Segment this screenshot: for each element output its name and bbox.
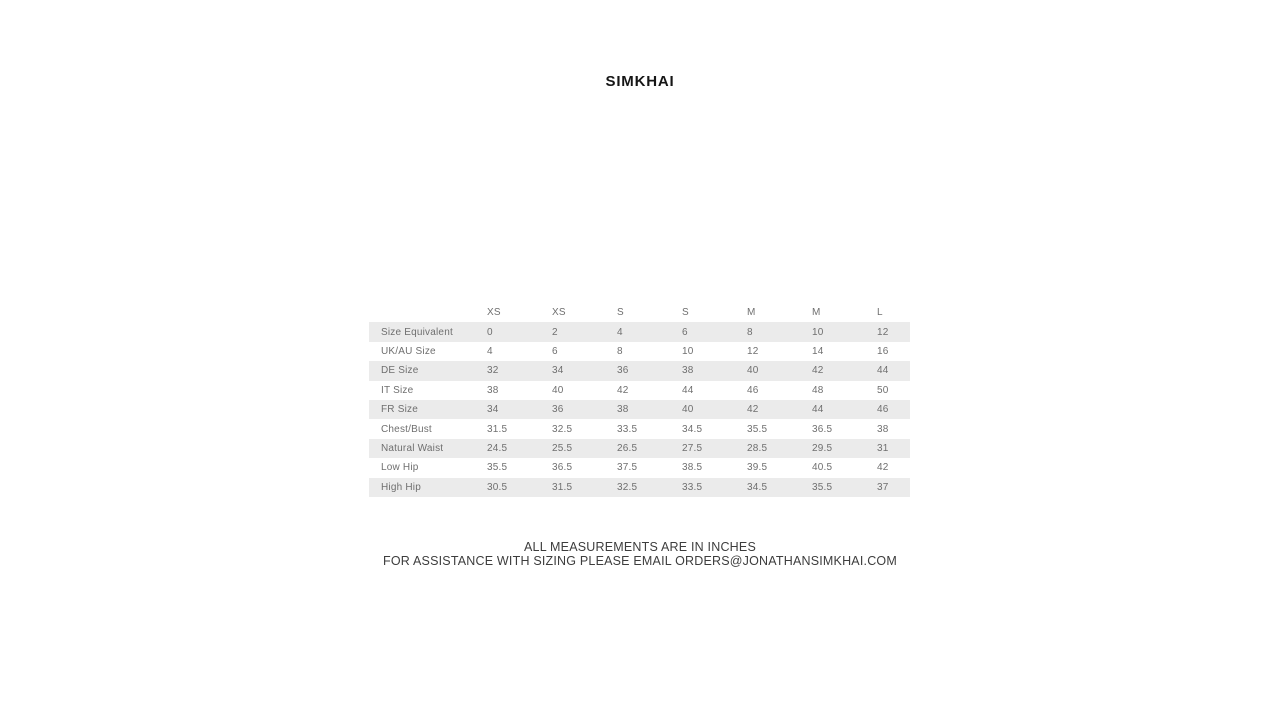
size-value-cell: 31.5 [552, 481, 573, 493]
size-header-cell: XS [487, 307, 501, 319]
size-value-cell: 31 [877, 442, 889, 454]
size-header-cell: XS [552, 307, 566, 319]
size-value-cell: 4 [487, 345, 493, 357]
size-value-cell: 36 [552, 404, 564, 416]
row-label: Low Hip [381, 462, 419, 474]
size-value-cell: 37.5 [617, 462, 638, 474]
size-value-cell: 40 [747, 365, 759, 377]
size-header-cell: M [812, 307, 821, 319]
table-row [369, 361, 910, 380]
size-value-cell: 42 [812, 365, 824, 377]
size-value-cell: 46 [877, 404, 889, 416]
size-value-cell: 38.5 [682, 462, 703, 474]
size-value-cell: 12 [877, 326, 889, 338]
size-value-cell: 42 [877, 462, 889, 474]
size-value-cell: 4 [617, 326, 623, 338]
size-value-cell: 14 [812, 345, 824, 357]
size-value-cell: 6 [682, 326, 688, 338]
size-value-cell: 39.5 [747, 462, 768, 474]
size-value-cell: 34.5 [682, 423, 703, 435]
size-value-cell: 38 [682, 365, 694, 377]
size-value-cell: 0 [487, 326, 493, 338]
size-value-cell: 33.5 [617, 423, 638, 435]
row-label: UK/AU Size [381, 345, 436, 357]
size-value-cell: 44 [877, 365, 889, 377]
size-value-cell: 44 [682, 384, 694, 396]
size-value-cell: 12 [747, 345, 759, 357]
size-value-cell: 6 [552, 345, 558, 357]
row-label: Size Equivalent [381, 326, 453, 338]
row-label: FR Size [381, 404, 418, 416]
size-value-cell: 32.5 [552, 423, 573, 435]
size-value-cell: 50 [877, 384, 889, 396]
size-value-cell: 16 [877, 345, 889, 357]
size-value-cell: 10 [682, 345, 694, 357]
size-header-cell [369, 303, 474, 322]
size-value-cell: 30.5 [487, 481, 508, 493]
size-chart [369, 303, 910, 497]
table-row [369, 400, 910, 419]
brand-logo: SIMKHAI [605, 73, 675, 90]
size-value-cell: 46 [747, 384, 759, 396]
table-row [369, 381, 910, 400]
size-value-cell: 36 [617, 365, 629, 377]
table-row [369, 439, 910, 458]
table-row [369, 342, 910, 361]
row-label: Natural Waist [381, 442, 444, 454]
size-chart-table [369, 303, 910, 497]
size-value-cell: 40 [682, 404, 694, 416]
footer-line-1: ALL MEASUREMENTS ARE IN INCHES [524, 540, 756, 554]
size-value-cell: 34 [552, 365, 564, 377]
table-row [369, 419, 910, 438]
size-value-cell: 44 [812, 404, 824, 416]
table-row [369, 478, 910, 497]
size-value-cell: 38 [487, 384, 499, 396]
size-header-cell: S [617, 307, 624, 319]
row-label: Chest/Bust [381, 423, 432, 435]
size-value-cell: 32 [487, 365, 499, 377]
size-header-cell: S [682, 307, 689, 319]
size-value-cell: 34 [487, 404, 499, 416]
size-value-cell: 36.5 [552, 462, 573, 474]
row-label: High Hip [381, 481, 421, 493]
size-value-cell: 37 [877, 481, 889, 493]
size-value-cell: 2 [552, 326, 558, 338]
size-value-cell: 35.5 [487, 462, 508, 474]
size-value-cell: 34.5 [747, 481, 768, 493]
size-value-cell: 8 [747, 326, 753, 338]
size-value-cell: 27.5 [682, 442, 703, 454]
size-value-cell: 10 [812, 326, 824, 338]
size-chart-body [369, 322, 910, 497]
size-value-cell: 26.5 [617, 442, 638, 454]
size-value-cell: 42 [747, 404, 759, 416]
size-value-cell: 32.5 [617, 481, 638, 493]
size-value-cell: 33.5 [682, 481, 703, 493]
footer-line-2: FOR ASSISTANCE WITH SIZING PLEASE EMAIL ORDERS@JONATHANSIMKHAI.COM [383, 554, 897, 568]
size-value-cell: 8 [617, 345, 623, 357]
size-value-cell: 35.5 [747, 423, 768, 435]
size-value-cell: 24.5 [487, 442, 508, 454]
size-value-cell: 36.5 [812, 423, 833, 435]
size-header-cell: M [747, 307, 756, 319]
size-value-cell: 35.5 [812, 481, 833, 493]
size-value-cell: 31.5 [487, 423, 508, 435]
footer-note [0, 540, 1280, 568]
row-label: DE Size [381, 365, 419, 377]
size-value-cell: 29.5 [812, 442, 833, 454]
size-value-cell: 38 [877, 423, 889, 435]
size-value-cell: 25.5 [552, 442, 573, 454]
table-row [369, 458, 910, 477]
size-value-cell: 40 [552, 384, 564, 396]
size-header-row [369, 303, 910, 322]
size-value-cell: 42 [617, 384, 629, 396]
size-value-cell: 38 [617, 404, 629, 416]
size-value-cell: 28.5 [747, 442, 768, 454]
size-value-cell: 40.5 [812, 462, 833, 474]
row-label: IT Size [381, 384, 414, 396]
size-value-cell: 48 [812, 384, 824, 396]
size-header-cell: L [877, 307, 883, 319]
table-row [369, 322, 910, 341]
